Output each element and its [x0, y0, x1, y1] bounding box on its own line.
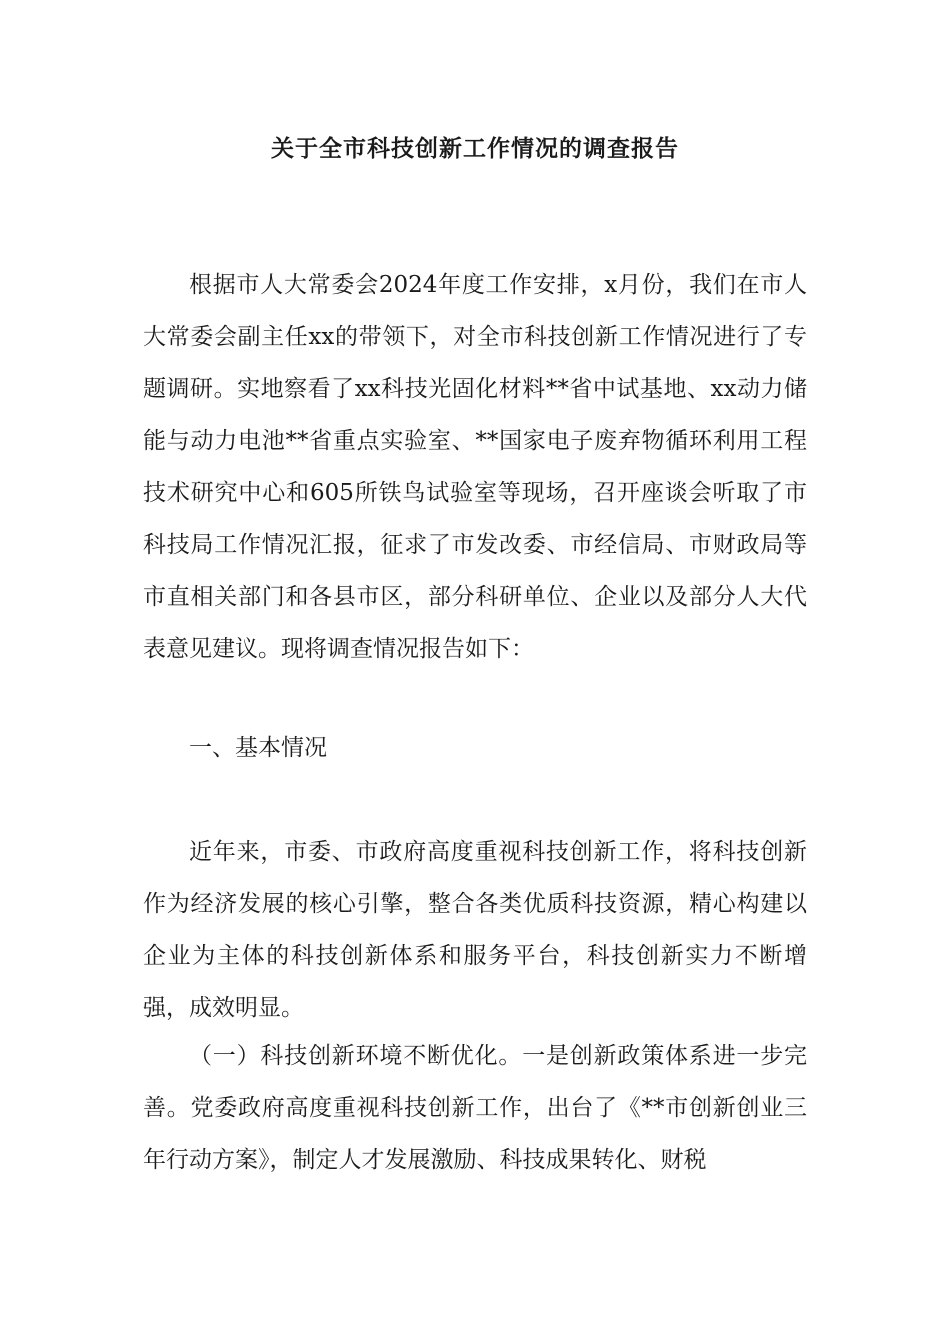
section-heading-basic-situation: 一、基本情况	[189, 735, 327, 761]
section-body-paragraph: 近年来，市委、市政府高度重视科技创新工作，将科技创新作为经济发展的核心引擎，整合各类优质科技资源，精心构建以企业为主体的科技创新体系和服务平台，科技创新实力不断增强，成效明显。	[143, 839, 807, 1021]
document-title: 关于全市科技创新工作情况的调查报告	[271, 135, 679, 162]
subsection-paragraph: （一）科技创新环境不断优化。一是创新政策体系进一步完善。党委政府高度重视科技创新工作，出台了《**市创新创业三年行动方案》，制定人才发展激励、科技成果转化、财税	[143, 1043, 807, 1173]
intro-paragraph: 根据市人大常委会2024年度工作安排，x月份，我们在市人大常委会副主任xx的带领下，对全市科技创新工作情况进行了专题调研。实地察看了xx科技光固化材料**省中试基地、xx动力储能与动力电池**省重点实验室、**国家电子废弃物循环利用工程技术研究中心和605所铁鸟试验室等现场，召开座谈会听取了市科技局工作情况汇报，征求了市发改委、市经信局、市财政局等市直相关部门和各县市区，部分科研单位、企业以及部分人大代表意见建议。现将调查情况报告如下：	[143, 272, 807, 662]
